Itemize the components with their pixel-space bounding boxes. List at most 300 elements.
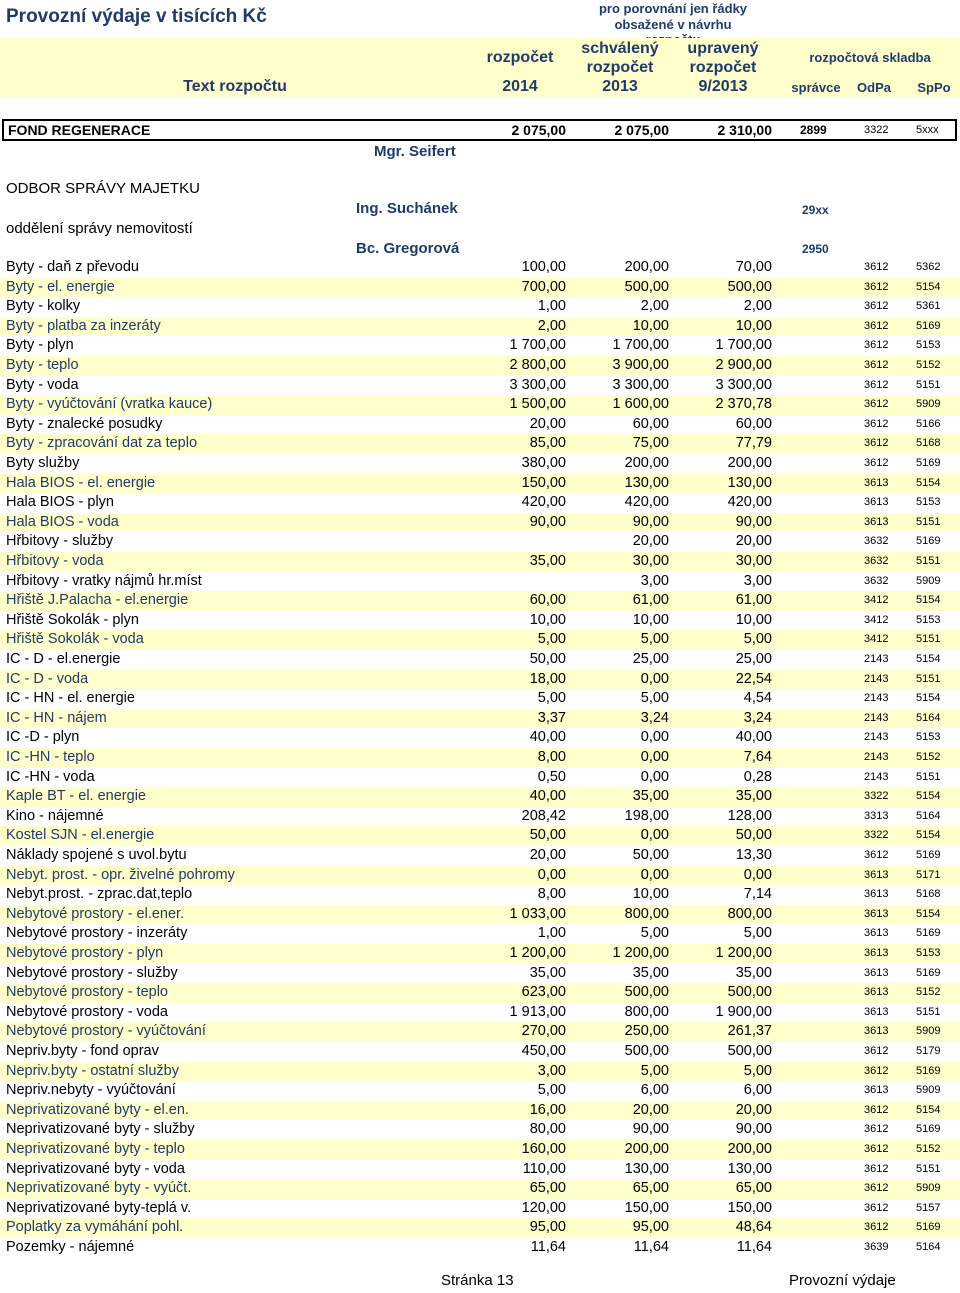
header-note-line1: pro porovnání jen řádky xyxy=(598,1,748,16)
row-spo: 5169 xyxy=(916,1064,941,1077)
row-adjusted-9-2013: 4,54 xyxy=(743,690,772,707)
row-adjusted-9-2013: 420,00 xyxy=(727,494,772,511)
row-name: Hřbitovy - služby xyxy=(6,533,114,550)
row-name: IC -HN - voda xyxy=(6,768,95,785)
row-name: Nebytové prostory - el.ener. xyxy=(6,905,185,922)
row-adjusted-9-2013: 1 200,00 xyxy=(715,945,772,961)
row-name: Hřiště J.Palacha - el.energie xyxy=(6,592,189,609)
row-budget-2014: 5,00 xyxy=(537,690,566,707)
table-row xyxy=(0,1199,960,1219)
row-adjusted-9-2013: 90,00 xyxy=(735,513,772,530)
table-row xyxy=(0,768,960,788)
row-budget-2014: 60,00 xyxy=(529,592,566,609)
row-approved-2013: 95,00 xyxy=(632,1219,669,1236)
row-adjusted-9-2013: 65,00 xyxy=(735,1180,772,1197)
table-row xyxy=(0,944,960,964)
row-odpa: 3612 xyxy=(864,417,889,430)
row-spo: 5164 xyxy=(916,809,941,822)
row-spo: 5154 xyxy=(916,829,941,842)
row-adjusted-9-2013: 25,00 xyxy=(735,651,772,667)
row-adjusted-9-2013: 7,64 xyxy=(743,749,772,765)
row-adjusted-9-2013: 77,79 xyxy=(735,435,772,452)
table-row xyxy=(0,866,960,886)
col-header-budget-l1: rozpočet xyxy=(486,49,554,66)
row-spo: 5169 xyxy=(916,927,941,940)
row-budget-2014: 90,00 xyxy=(529,513,566,530)
row-budget-2014: 16,00 xyxy=(529,1101,566,1118)
row-spo: 5152 xyxy=(916,986,941,999)
row-spo: 5179 xyxy=(916,1045,941,1057)
table-row xyxy=(0,689,960,709)
row-adjusted-9-2013: 150,00 xyxy=(727,1199,772,1216)
row-approved-2013: 0,00 xyxy=(640,866,669,883)
row-odpa: 3613 xyxy=(864,907,889,920)
row-name: Náklady spojené s uvol.bytu xyxy=(6,847,187,863)
row-adjusted-9-2013: 61,00 xyxy=(735,592,772,609)
row-approved-2013: 11,64 xyxy=(633,1239,669,1255)
table-row xyxy=(0,728,960,748)
row-budget-2014: 50,00 xyxy=(529,651,566,667)
row-budget-2014: 420,00 xyxy=(521,494,566,511)
table-row xyxy=(0,1140,960,1160)
table-row xyxy=(0,846,960,866)
row-approved-2013: 3,00 xyxy=(640,572,669,589)
row-adjusted-9-2013: 261,37 xyxy=(727,1023,772,1040)
row-budget-2014: 35,00 xyxy=(529,964,566,981)
row-adjusted-9-2013: 20,00 xyxy=(735,533,772,550)
row-odpa: 3613 xyxy=(864,1025,889,1038)
row-budget-2014: 65,00 xyxy=(529,1180,566,1197)
col-header-approved-l2: rozpočet xyxy=(586,59,654,76)
row-name: Neprivatizované byty - voda xyxy=(6,1160,185,1177)
row-approved-2013: 25,00 xyxy=(632,651,669,667)
row-name: Nebytové prostory - vyúčtování xyxy=(6,1023,206,1040)
row-name: Byty - platba za inzeráty xyxy=(6,317,161,334)
row-budget-2014: 20,00 xyxy=(529,415,566,432)
row-budget-2014: 700,00 xyxy=(521,278,566,295)
row-name: Byty služby xyxy=(6,455,80,471)
row-spo: 5909 xyxy=(916,574,941,587)
row-name: Hala BIOS - plyn xyxy=(6,494,114,511)
row-name: Neprivatizované byty-teplá v. xyxy=(6,1199,192,1216)
table-row xyxy=(0,297,960,317)
row-odpa: 3613 xyxy=(864,927,889,940)
row-adjusted-9-2013: 30,00 xyxy=(735,553,772,569)
table-row xyxy=(0,885,960,905)
row-budget-2014: 120,00 xyxy=(521,1199,566,1216)
row-odpa: 2143 xyxy=(864,711,889,724)
row-name: Nebytové prostory - inzeráty xyxy=(6,925,188,942)
row-spo: 5152 xyxy=(916,751,941,763)
fund-admin: 2899 xyxy=(800,123,827,137)
row-spo: 5151 xyxy=(916,633,941,646)
row-adjusted-9-2013: 35,00 xyxy=(735,964,772,981)
row-budget-2014: 5,00 xyxy=(537,1082,566,1099)
row-spo: 5154 xyxy=(916,1103,941,1116)
row-name: IC - D - voda xyxy=(6,670,89,687)
fund-adjusted: 2 310,00 xyxy=(717,122,772,138)
row-adjusted-9-2013: 2,00 xyxy=(743,298,772,315)
row-budget-2014: 8,00 xyxy=(537,749,566,765)
row-adjusted-9-2013: 130,00 xyxy=(727,1160,772,1177)
row-approved-2013: 2,00 xyxy=(640,298,669,315)
row-odpa: 3612 xyxy=(864,1201,889,1214)
row-approved-2013: 130,00 xyxy=(624,1160,669,1177)
row-approved-2013: 200,00 xyxy=(624,259,669,275)
row-approved-2013: 0,00 xyxy=(640,749,669,765)
row-name: IC -D - plyn xyxy=(6,729,80,746)
row-spo: 5909 xyxy=(916,1182,941,1195)
row-budget-2014: 270,00 xyxy=(521,1023,566,1040)
row-odpa: 3639 xyxy=(864,1241,889,1253)
table-row xyxy=(0,552,960,572)
row-name: Hřbitovy - vratky nájmů hr.míst xyxy=(6,572,202,589)
department-person: Ing. Suchánek xyxy=(356,200,458,217)
row-adjusted-9-2013: 3,24 xyxy=(743,709,772,726)
row-name: Byty - plyn xyxy=(6,337,74,354)
row-name: IC - HN - nájem xyxy=(6,709,107,726)
row-name: IC - D - el.energie xyxy=(6,651,121,667)
row-spo: 5909 xyxy=(916,1084,941,1097)
row-approved-2013: 200,00 xyxy=(624,1141,669,1157)
table-row xyxy=(0,787,960,807)
row-adjusted-9-2013: 0,00 xyxy=(743,866,772,883)
table-row xyxy=(0,356,960,376)
row-adjusted-9-2013: 5,00 xyxy=(743,925,772,942)
table-row xyxy=(0,1218,960,1238)
row-odpa: 3612 xyxy=(864,437,889,450)
row-approved-2013: 150,00 xyxy=(624,1199,669,1216)
table-row xyxy=(0,650,960,670)
row-budget-2014: 80,00 xyxy=(529,1121,566,1138)
row-adjusted-9-2013: 500,00 xyxy=(727,984,772,1001)
col-header-adjusted-l2: rozpočet xyxy=(689,59,757,76)
row-spo: 5157 xyxy=(916,1201,941,1214)
row-adjusted-9-2013: 128,00 xyxy=(727,807,772,824)
row-odpa: 3613 xyxy=(864,496,889,509)
row-odpa: 3612 xyxy=(864,300,889,313)
row-approved-2013: 60,00 xyxy=(632,415,669,432)
row-spo: 5151 xyxy=(916,672,941,685)
row-name: Nepriv.nebyty - vyúčtování xyxy=(6,1082,176,1099)
row-budget-2014: 1,00 xyxy=(537,925,566,942)
row-name: IC -HN - teplo xyxy=(6,749,95,765)
row-odpa: 3612 xyxy=(864,1123,889,1136)
row-spo: 5361 xyxy=(916,300,941,313)
row-name: Byty - teplo xyxy=(6,357,79,373)
row-adjusted-9-2013: 48,64 xyxy=(735,1219,772,1236)
row-approved-2013: 0,00 xyxy=(640,729,669,746)
row-spo: 5909 xyxy=(916,398,941,411)
row-adjusted-9-2013: 500,00 xyxy=(727,278,772,295)
row-adjusted-9-2013: 10,00 xyxy=(735,611,772,628)
row-approved-2013: 20,00 xyxy=(632,533,669,550)
row-budget-2014: 10,00 xyxy=(529,611,566,628)
row-spo: 5153 xyxy=(916,947,941,959)
col-header-admin: správce xyxy=(791,80,841,95)
row-approved-2013: 5,00 xyxy=(640,631,669,648)
row-adjusted-9-2013: 2 900,00 xyxy=(715,357,772,373)
row-odpa: 3613 xyxy=(864,1084,889,1097)
row-spo: 5153 xyxy=(916,613,941,626)
row-name: Nebytové prostory - služby xyxy=(6,964,178,981)
row-approved-2013: 1 200,00 xyxy=(612,945,669,961)
header-note-line2: obsažené v návrhu xyxy=(614,17,732,32)
row-spo: 5154 xyxy=(916,653,941,665)
row-adjusted-9-2013: 35,00 xyxy=(735,788,772,805)
row-approved-2013: 75,00 xyxy=(632,435,669,452)
table-row xyxy=(0,924,960,944)
row-adjusted-9-2013: 2 370,78 xyxy=(715,396,772,413)
table-row xyxy=(0,905,960,925)
row-adjusted-9-2013: 20,00 xyxy=(735,1101,772,1118)
row-approved-2013: 10,00 xyxy=(632,317,669,334)
row-odpa: 3613 xyxy=(864,868,889,881)
page-title: Provozní výdaje v tisících Kč xyxy=(6,6,267,27)
row-adjusted-9-2013: 90,00 xyxy=(735,1121,772,1138)
row-budget-2014: 623,00 xyxy=(521,984,566,1001)
row-spo: 5151 xyxy=(916,770,941,783)
row-adjusted-9-2013: 11,64 xyxy=(736,1239,772,1255)
row-budget-2014: 8,00 xyxy=(537,886,566,903)
row-odpa: 3612 xyxy=(864,1045,889,1057)
row-approved-2013: 420,00 xyxy=(624,494,669,511)
footer-label: Provozní výdaje xyxy=(789,1272,896,1289)
row-adjusted-9-2013: 10,00 xyxy=(735,317,772,334)
row-name: Byty - zpracování dat za teplo xyxy=(6,435,198,452)
row-name: Nebytové prostory - plyn xyxy=(6,945,164,961)
row-name: IC - HN - el. energie xyxy=(6,690,135,707)
row-adjusted-9-2013: 3 300,00 xyxy=(715,376,772,393)
row-adjusted-9-2013: 5,00 xyxy=(743,1062,772,1079)
row-approved-2013: 0,00 xyxy=(640,827,669,844)
row-odpa: 3613 xyxy=(864,986,889,999)
row-budget-2014: 95,00 xyxy=(529,1219,566,1236)
row-budget-2014: 35,00 xyxy=(529,553,566,569)
row-name: Hřiště Sokolák - voda xyxy=(6,631,144,648)
row-spo: 5151 xyxy=(916,1005,941,1018)
row-adjusted-9-2013: 6,00 xyxy=(743,1082,772,1099)
row-adjusted-9-2013: 13,30 xyxy=(735,847,772,863)
row-adjusted-9-2013: 500,00 xyxy=(727,1043,772,1059)
row-odpa: 3612 xyxy=(864,280,889,293)
row-spo: 5168 xyxy=(916,437,941,450)
row-odpa: 3632 xyxy=(864,555,889,567)
row-approved-2013: 0,00 xyxy=(640,670,669,687)
row-approved-2013: 198,00 xyxy=(624,807,669,824)
row-odpa: 3632 xyxy=(864,535,889,548)
department-name: ODBOR SPRÁVY MAJETKU xyxy=(6,180,200,197)
row-odpa: 2143 xyxy=(864,731,889,744)
row-budget-2014: 3,37 xyxy=(537,709,566,726)
row-adjusted-9-2013: 7,14 xyxy=(743,886,772,903)
row-odpa: 3613 xyxy=(864,1005,889,1018)
table-row xyxy=(0,807,960,827)
row-name: Neprivatizované byty - vyúčt. xyxy=(6,1180,192,1197)
row-odpa: 3632 xyxy=(864,574,889,587)
row-name: Neprivatizované byty - el.en. xyxy=(6,1101,189,1118)
table-row xyxy=(0,572,960,592)
row-approved-2013: 90,00 xyxy=(632,1121,669,1138)
row-name: Byty - voda xyxy=(6,376,79,393)
row-budget-2014: 2,00 xyxy=(537,317,566,334)
row-odpa: 2143 xyxy=(864,672,889,685)
fund-budget: 2 075,00 xyxy=(511,122,566,138)
row-budget-2014: 110,00 xyxy=(522,1160,566,1177)
row-spo: 5171 xyxy=(916,868,941,881)
fund-approved: 2 075,00 xyxy=(614,122,669,138)
row-approved-2013: 800,00 xyxy=(624,1003,669,1020)
fund-odpa: 3322 xyxy=(864,124,889,136)
row-spo: 5166 xyxy=(916,417,941,430)
table-row xyxy=(0,709,960,729)
row-odpa: 3612 xyxy=(864,1162,889,1175)
row-approved-2013: 5,00 xyxy=(640,925,669,942)
row-adjusted-9-2013: 800,00 xyxy=(727,905,772,922)
footer-page: Stránka 13 xyxy=(441,1272,514,1289)
row-spo: 5909 xyxy=(916,1025,941,1038)
row-spo: 5169 xyxy=(916,535,941,548)
row-name: Hřbitovy - voda xyxy=(6,553,104,569)
table-row xyxy=(0,826,960,846)
row-name: Neprivatizované byty - teplo xyxy=(6,1141,185,1157)
row-adjusted-9-2013: 200,00 xyxy=(727,455,772,471)
row-name: Kino - nájemné xyxy=(6,807,104,824)
col-header-adjusted-l3: 9/2013 xyxy=(698,78,748,95)
row-budget-2014: 0,00 xyxy=(537,866,566,883)
row-odpa: 3612 xyxy=(864,398,889,411)
row-odpa: 3612 xyxy=(864,457,889,469)
row-odpa: 3613 xyxy=(864,476,889,489)
fund-name: FOND REGENERACE xyxy=(8,122,151,138)
row-odpa: 3412 xyxy=(864,633,889,646)
table-row xyxy=(0,434,960,454)
row-budget-2014: 1 700,00 xyxy=(509,337,566,354)
col-header-approved-l3: 2013 xyxy=(602,78,638,95)
col-header-structure: rozpočtová skladba xyxy=(809,50,931,65)
row-odpa: 3412 xyxy=(864,594,889,607)
table-row xyxy=(0,748,960,768)
row-odpa: 3612 xyxy=(864,1064,889,1077)
row-approved-2013: 30,00 xyxy=(632,553,669,569)
row-odpa: 2143 xyxy=(864,751,889,763)
row-budget-2014: 1,00 xyxy=(537,298,566,315)
row-budget-2014: 100,00 xyxy=(521,259,566,275)
row-odpa: 3322 xyxy=(864,790,889,803)
table-row xyxy=(0,1238,960,1258)
table-row xyxy=(0,630,960,650)
row-budget-2014: 40,00 xyxy=(529,788,566,805)
row-odpa: 3612 xyxy=(864,849,889,861)
row-approved-2013: 1 600,00 xyxy=(612,396,669,413)
row-spo: 5151 xyxy=(916,378,941,391)
table-row xyxy=(0,1179,960,1199)
table-row xyxy=(0,1081,960,1101)
row-spo: 5152 xyxy=(916,1143,941,1155)
row-spo: 5153 xyxy=(916,731,941,744)
row-approved-2013: 10,00 xyxy=(632,886,669,903)
row-budget-2014: 50,00 xyxy=(529,827,566,844)
row-odpa: 3613 xyxy=(864,947,889,959)
subdepartment-person: Bc. Gregorová xyxy=(356,240,460,257)
row-odpa: 3613 xyxy=(864,515,889,528)
table-row xyxy=(0,532,960,552)
row-odpa: 3612 xyxy=(864,319,889,332)
table-row xyxy=(0,317,960,337)
row-approved-2013: 500,00 xyxy=(624,984,669,1001)
row-approved-2013: 3 900,00 xyxy=(612,357,669,373)
row-name: Byty - daň z převodu xyxy=(6,259,139,275)
table-row xyxy=(0,1042,960,1062)
row-adjusted-9-2013: 60,00 xyxy=(735,415,772,432)
row-spo: 5169 xyxy=(916,457,941,469)
row-spo: 5151 xyxy=(916,555,941,567)
row-budget-2014: 85,00 xyxy=(529,435,566,452)
table-row xyxy=(0,395,960,415)
row-name: Hala BIOS - voda xyxy=(6,513,119,530)
row-odpa: 3612 xyxy=(864,1103,889,1116)
col-header-spo: SpPo xyxy=(917,80,951,95)
row-name: Nebyt.prost. - zprac.dat,teplo xyxy=(6,886,193,903)
row-name: Neprivatizované byty - služby xyxy=(6,1121,195,1138)
row-name: Byty - vyúčtování (vratka kauce) xyxy=(6,396,213,413)
row-budget-2014: 11,64 xyxy=(530,1239,566,1255)
row-adjusted-9-2013: 70,00 xyxy=(735,259,772,275)
row-name: Byty - el. energie xyxy=(6,278,115,295)
row-budget-2014: 0,50 xyxy=(537,768,566,785)
row-name: Poplatky za vymáhání pohl. xyxy=(6,1219,184,1236)
row-name: Nepriv.byty - fond oprav xyxy=(6,1043,159,1059)
table-row xyxy=(0,1022,960,1042)
table-row xyxy=(0,415,960,435)
row-approved-2013: 3,24 xyxy=(640,709,669,726)
row-spo: 5154 xyxy=(916,280,941,293)
row-odpa: 3613 xyxy=(864,888,889,901)
row-budget-2014: 1 913,00 xyxy=(509,1003,566,1020)
col-header-approved-l1: schválený xyxy=(581,40,659,57)
row-odpa: 3612 xyxy=(864,1221,889,1234)
row-adjusted-9-2013: 3,00 xyxy=(743,572,772,589)
table-row xyxy=(0,611,960,631)
row-budget-2014: 380,00 xyxy=(521,455,566,471)
row-budget-2014: 450,00 xyxy=(521,1043,566,1059)
row-spo: 5154 xyxy=(916,692,941,705)
row-adjusted-9-2013: 1 900,00 xyxy=(715,1003,772,1020)
row-budget-2014: 3,00 xyxy=(537,1062,566,1079)
row-approved-2013: 0,00 xyxy=(640,768,669,785)
table-row xyxy=(0,1101,960,1121)
row-approved-2013: 250,00 xyxy=(624,1023,669,1040)
row-approved-2013: 6,00 xyxy=(640,1082,669,1099)
row-budget-2014: 208,42 xyxy=(521,807,566,824)
row-odpa: 3612 xyxy=(864,1182,889,1195)
table-row xyxy=(0,336,960,356)
row-approved-2013: 3 300,00 xyxy=(612,376,669,393)
row-adjusted-9-2013: 0,28 xyxy=(743,768,772,785)
row-name: Pozemky - nájemné xyxy=(6,1239,135,1255)
row-approved-2013: 61,00 xyxy=(632,592,669,609)
row-budget-2014: 160,00 xyxy=(521,1141,566,1157)
row-budget-2014: 2 800,00 xyxy=(509,357,566,373)
row-spo: 5169 xyxy=(916,319,941,332)
row-spo: 5362 xyxy=(916,261,941,273)
table-row xyxy=(0,258,960,278)
row-spo: 5169 xyxy=(916,1123,941,1136)
row-budget-2014: 150,00 xyxy=(521,474,566,491)
row-name: Kaple BT - el. energie xyxy=(6,788,146,805)
row-budget-2014: 40,00 xyxy=(529,729,566,746)
table-row xyxy=(0,983,960,1003)
